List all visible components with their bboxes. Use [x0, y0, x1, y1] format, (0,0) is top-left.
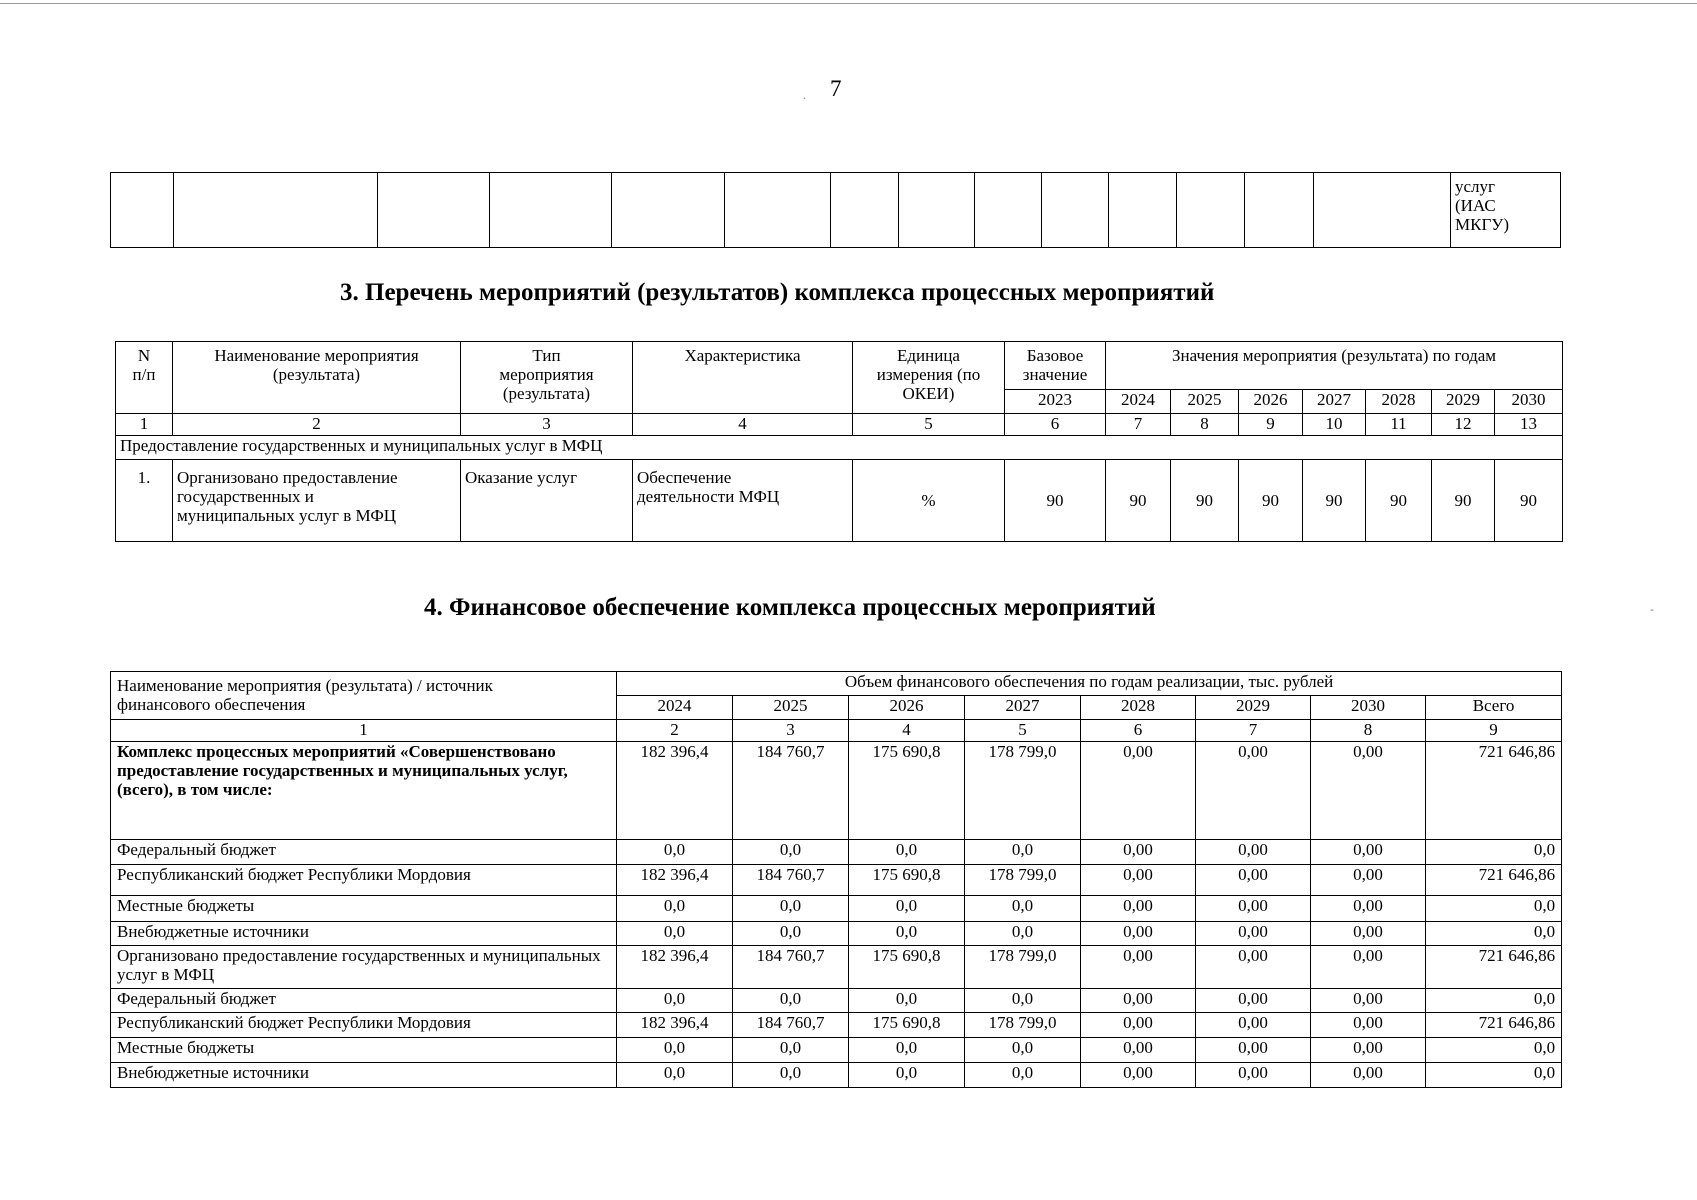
scan-speck: - — [1650, 602, 1654, 616]
header-row — [116, 342, 1563, 390]
table-row — [111, 1013, 1562, 1038]
row-value: 0,00 — [1081, 840, 1196, 865]
empty-cell — [1177, 173, 1245, 248]
header-text: п/п — [132, 365, 156, 385]
row-value: 0,00 — [1081, 989, 1196, 1013]
row-value: 0,0 — [849, 896, 965, 922]
group-title: Предоставление государственных и муниципальных услуг в МФЦ — [116, 436, 1563, 460]
row-name: Федеральный бюджет — [111, 989, 617, 1013]
row-value: 0,0 — [965, 989, 1081, 1013]
row-total: 721 646,86 — [1426, 742, 1562, 840]
row-value: 0,00 — [1081, 896, 1196, 922]
scan-edge-line — [0, 3, 1697, 4]
empty-cell — [378, 173, 490, 248]
row-value: 0,0 — [849, 922, 965, 946]
cell-text-line: (ИАС — [1455, 196, 1496, 216]
row-value: 0,00 — [1081, 1063, 1196, 1088]
table-row — [111, 896, 1562, 922]
row-value: 90 — [1432, 460, 1495, 542]
empty-cell — [899, 173, 975, 248]
row-value: 0,0 — [733, 896, 849, 922]
row-value: 0,00 — [1311, 1063, 1426, 1088]
row-total: 721 646,86 — [1426, 1013, 1562, 1038]
row-value: 0,00 — [1196, 946, 1311, 989]
header-year: 2024 — [617, 696, 733, 720]
row-total: 0,0 — [1426, 1063, 1562, 1088]
row-name: Федеральный бюджет — [111, 840, 617, 865]
row-value: 0,0 — [849, 1063, 965, 1088]
empty-cell — [1245, 173, 1314, 248]
row-value: 182 396,4 — [617, 865, 733, 896]
row-value: 0,0 — [849, 1038, 965, 1063]
row-value: 90 — [1239, 460, 1303, 542]
row-name: Местные бюджеты — [111, 1038, 617, 1063]
header-base — [1005, 342, 1106, 390]
header-year: 2030 — [1495, 390, 1563, 414]
column-number: 3 — [733, 720, 849, 742]
row-value: 175 690,8 — [849, 1013, 965, 1038]
row-total: 721 646,86 — [1426, 946, 1562, 989]
empty-cell — [1109, 173, 1177, 248]
header-text: Единица — [897, 346, 960, 365]
header-total: Всего — [1426, 696, 1562, 720]
header-year: 2029 — [1432, 390, 1495, 414]
column-number: 12 — [1432, 414, 1495, 436]
header-text: финансового обеспечения — [117, 695, 306, 715]
row-value: 0,0 — [965, 840, 1081, 865]
empty-cell — [831, 173, 899, 248]
cell-text-line: Организовано предоставление — [177, 468, 398, 487]
column-number: 5 — [965, 720, 1081, 742]
row-value: 0,00 — [1081, 742, 1196, 840]
row-value: 90 — [1171, 460, 1239, 542]
row-value: 0,00 — [1311, 865, 1426, 896]
row-value: 0,00 — [1311, 1013, 1426, 1038]
column-number: 5 — [853, 414, 1005, 436]
cell-text-line: муниципальных услуг в МФЦ — [177, 506, 397, 526]
header-year: 2024 — [1106, 390, 1171, 414]
column-number: 2 — [617, 720, 733, 742]
group-row — [116, 436, 1563, 460]
row-value: 0,00 — [1196, 840, 1311, 865]
row-value: 178 799,0 — [965, 1013, 1081, 1038]
header-year: 2027 — [1303, 390, 1366, 414]
table-row — [111, 1038, 1562, 1063]
row-value: 0,00 — [1196, 865, 1311, 896]
row-value: 0,00 — [1311, 896, 1426, 922]
header-text: Базовое — [1026, 346, 1084, 365]
column-number: 7 — [1196, 720, 1311, 742]
column-number: 3 — [461, 414, 633, 436]
row-value: 0,0 — [849, 840, 965, 865]
empty-cell — [174, 173, 378, 248]
column-number: 9 — [1239, 414, 1303, 436]
row-name: Внебюджетные источники — [111, 1063, 617, 1088]
header-volume: Объем финансового обеспечения по годам реализации, тыс. рублей — [617, 672, 1562, 696]
row-value: 90 — [1303, 460, 1366, 542]
empty-cell — [111, 173, 174, 248]
row-value: 0,00 — [1311, 840, 1426, 865]
row-value: 0,00 — [1311, 1038, 1426, 1063]
row-value: 178 799,0 — [965, 742, 1081, 840]
row-value: 0,0 — [617, 896, 733, 922]
row-value: 0,0 — [617, 989, 733, 1013]
table-row — [111, 922, 1562, 946]
header-year: 2028 — [1081, 696, 1196, 720]
row-value: 175 690,8 — [849, 865, 965, 896]
row-value: 0,00 — [1196, 1038, 1311, 1063]
row-total: 0,0 — [1426, 840, 1562, 865]
row-value: 0,0 — [733, 1063, 849, 1088]
column-number: 8 — [1171, 414, 1239, 436]
header-year: 2030 — [1311, 696, 1426, 720]
header-text: Наименование мероприятия (результата) / источник — [117, 676, 493, 695]
row-unit: % — [853, 460, 1005, 542]
row-value: 0,0 — [965, 1063, 1081, 1088]
column-number: 4 — [849, 720, 965, 742]
header-year: 2027 — [965, 696, 1081, 720]
header-text: измерения (по — [876, 365, 981, 385]
row-value: 0,0 — [965, 1038, 1081, 1063]
row-name: Комплекс процессных мероприятий «Совершенствовано предоставление государственных и муниципальных услуг, (всего), в том числе: — [111, 742, 617, 840]
row-value: 184 760,7 — [733, 946, 849, 989]
table-row — [111, 173, 1561, 248]
row-type: Оказание услуг — [461, 460, 633, 542]
table-row — [111, 742, 1562, 840]
header-base-year: 2023 — [1005, 390, 1106, 414]
header-year: 2026 — [1239, 390, 1303, 414]
row-value: 0,00 — [1311, 989, 1426, 1013]
row-value: 0,0 — [849, 989, 965, 1013]
header-name — [173, 342, 461, 414]
header-year: 2028 — [1366, 390, 1432, 414]
header-year: 2025 — [1171, 390, 1239, 414]
row-name: Республиканский бюджет Республики Мордовия — [111, 1013, 617, 1038]
row-value: 0,00 — [1081, 1038, 1196, 1063]
row-value: 182 396,4 — [617, 1013, 733, 1038]
row-total: 0,0 — [1426, 896, 1562, 922]
row-num: 1. — [116, 460, 173, 542]
row-value: 0,0 — [617, 1063, 733, 1088]
header-values-by-year: Значения мероприятия (результата) по годам — [1106, 342, 1563, 390]
row-name: Местные бюджеты — [111, 896, 617, 922]
row-value: 90 — [1495, 460, 1563, 542]
header-text: мероприятия — [499, 365, 594, 385]
empty-cell — [1314, 173, 1451, 248]
column-number: 13 — [1495, 414, 1563, 436]
header-text: ОКЕИ) — [902, 384, 955, 404]
header-year: 2025 — [733, 696, 849, 720]
row-value: 0,00 — [1196, 989, 1311, 1013]
financing-table — [110, 671, 1562, 1088]
header-num — [116, 342, 173, 414]
row-value: 184 760,7 — [733, 865, 849, 896]
row-value: 0,0 — [965, 896, 1081, 922]
table-row — [111, 1063, 1562, 1088]
header-unit — [853, 342, 1005, 414]
column-number: 6 — [1005, 414, 1106, 436]
row-value: 0,0 — [733, 922, 849, 946]
scan-speck: . — [803, 88, 806, 102]
row-value: 90 — [1106, 460, 1171, 542]
row-value: 0,0 — [733, 1038, 849, 1063]
row-value: 0,0 — [733, 989, 849, 1013]
row-value: 0,0 — [617, 1038, 733, 1063]
row-value: 0,00 — [1311, 742, 1426, 840]
row-value: 178 799,0 — [965, 865, 1081, 896]
header-row — [111, 672, 1562, 696]
row-value: 0,0 — [617, 840, 733, 865]
table-row — [111, 840, 1562, 865]
row-value: 178 799,0 — [965, 946, 1081, 989]
continuation-table — [110, 172, 1561, 248]
row-value: 175 690,8 — [849, 946, 965, 989]
column-number: 1 — [111, 720, 617, 742]
row-value: 184 760,7 — [733, 742, 849, 840]
page-number: 7 — [830, 76, 842, 101]
header-characteristic: Характеристика — [633, 342, 853, 414]
empty-cell — [1042, 173, 1109, 248]
empty-cell — [612, 173, 725, 248]
row-value: 90 — [1366, 460, 1432, 542]
row-value: 0,00 — [1196, 1013, 1311, 1038]
row-name: Республиканский бюджет Республики Мордовия — [111, 865, 617, 896]
column-number: 2 — [173, 414, 461, 436]
row-value: 0,00 — [1196, 742, 1311, 840]
financing-rows — [111, 742, 1562, 1088]
row-value: 0,00 — [1311, 946, 1426, 989]
continued-text-cell — [1451, 173, 1561, 248]
row-value: 0,0 — [733, 840, 849, 865]
cell-text-line: деятельности МФЦ — [637, 487, 780, 507]
table-row — [111, 946, 1562, 989]
header-text: Тип — [532, 346, 561, 365]
row-name: Внебюджетные источники — [111, 922, 617, 946]
column-number: 7 — [1106, 414, 1171, 436]
header-text: значение — [1022, 365, 1088, 385]
row-total: 0,0 — [1426, 989, 1562, 1013]
row-total: 0,0 — [1426, 922, 1562, 946]
column-number: 10 — [1303, 414, 1366, 436]
row-value: 0,0 — [965, 922, 1081, 946]
row-value: 175 690,8 — [849, 742, 965, 840]
column-number: 6 — [1081, 720, 1196, 742]
header-text: (результата) — [502, 384, 591, 404]
row-value: 0,00 — [1081, 1013, 1196, 1038]
row-value: 0,00 — [1196, 896, 1311, 922]
row-value: 0,0 — [617, 922, 733, 946]
row-value: 0,00 — [1081, 922, 1196, 946]
row-value: 0,00 — [1196, 922, 1311, 946]
measures-table — [115, 341, 1563, 542]
column-number: 9 — [1426, 720, 1562, 742]
column-number: 11 — [1366, 414, 1432, 436]
row-name — [173, 460, 461, 542]
row-value: 0,00 — [1081, 946, 1196, 989]
cell-text-line: Обеспечение — [637, 468, 732, 487]
header-text: (результата) — [272, 365, 361, 385]
row-value: 0,00 — [1196, 1063, 1311, 1088]
column-number: 8 — [1311, 720, 1426, 742]
cell-text-line: МКГУ) — [1455, 215, 1509, 235]
empty-cell — [725, 173, 831, 248]
table-row — [111, 989, 1562, 1013]
table-row — [111, 865, 1562, 896]
row-value: 184 760,7 — [733, 1013, 849, 1038]
cell-text-line: услуг — [1455, 177, 1496, 196]
section-4-title: 4. Финансовое обеспечение комплекса процессных мероприятий — [424, 594, 1156, 621]
column-number-row — [111, 720, 1562, 742]
row-value: 0,00 — [1311, 922, 1426, 946]
row-total: 0,0 — [1426, 1038, 1562, 1063]
section-3-title: 3. Перечень мероприятий (результатов) комплекса процессных мероприятий — [340, 279, 1215, 306]
row-value: 182 396,4 — [617, 742, 733, 840]
column-number-row — [116, 414, 1563, 436]
empty-cell — [490, 173, 612, 248]
cell-text-line: государственных и — [177, 487, 314, 507]
header-name — [111, 672, 617, 720]
row-value: 182 396,4 — [617, 946, 733, 989]
row-characteristic — [633, 460, 853, 542]
header-type — [461, 342, 633, 414]
column-number: 1 — [116, 414, 173, 436]
empty-cell — [975, 173, 1042, 248]
header-text: N — [137, 346, 151, 365]
header-year: 2029 — [1196, 696, 1311, 720]
row-value: 0,00 — [1081, 865, 1196, 896]
row-name: Организовано предоставление государственных и муниципальных услуг в МФЦ — [111, 946, 617, 989]
header-text: Наименование мероприятия — [214, 346, 419, 365]
header-year: 2026 — [849, 696, 965, 720]
row-total: 721 646,86 — [1426, 865, 1562, 896]
table-row — [116, 460, 1563, 542]
column-number: 4 — [633, 414, 853, 436]
row-base-value: 90 — [1005, 460, 1106, 542]
